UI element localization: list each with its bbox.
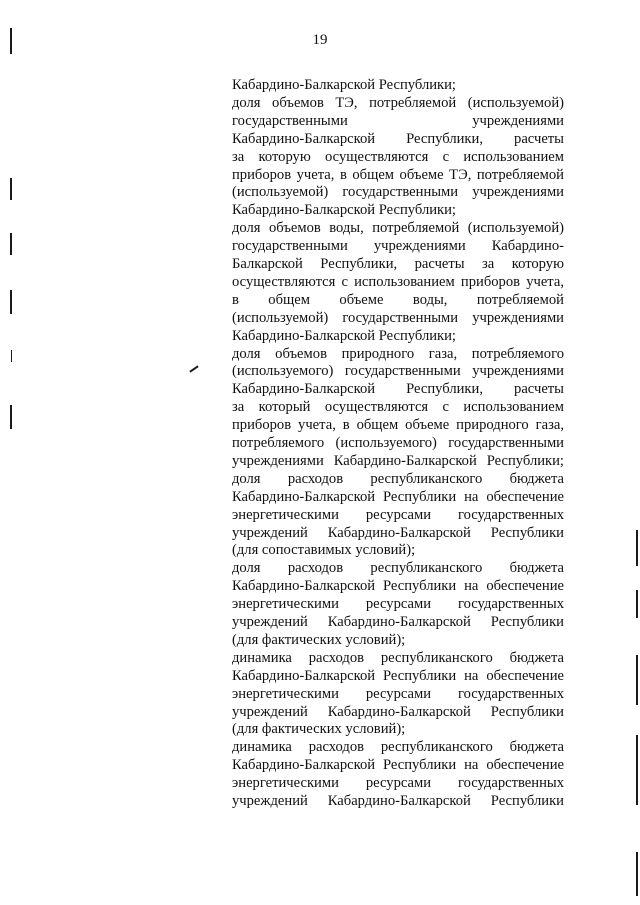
scan-mark-left-3 xyxy=(10,233,12,255)
text-line: (для фактических условий); xyxy=(232,721,406,738)
text-line: энергетическими ресурсами государственных xyxy=(232,685,564,702)
text-line: (для сопоставимых условий); xyxy=(232,542,416,559)
text-line: Кабардино-Балкарской Республики; xyxy=(232,77,456,93)
text-line: динамика расходов республиканского бюджета xyxy=(232,649,564,666)
text-line: (используемого) государственными учреждениями xyxy=(232,363,564,380)
text-line: Кабардино-Балкарской Республики, расчеты xyxy=(232,381,564,398)
text-line: доля объемов ТЭ, потребляемой (используемой) xyxy=(232,94,564,111)
scan-mark-right-5 xyxy=(636,852,638,896)
text-line: доля расходов республиканского бюджета xyxy=(232,560,564,577)
text-line: (используемой) государственными учреждениями xyxy=(232,309,564,326)
text-line: Балкарской Республики, расчеты за которую xyxy=(232,256,564,272)
text-line: в общем объеме воды, потребляемой xyxy=(232,291,564,308)
text-line: доля объемов воды, потребляемой (используемой) xyxy=(232,220,564,237)
text-line: энергетическими ресурсами государственных xyxy=(232,596,564,613)
text-line: государственными учреждениями Кабардино- xyxy=(232,238,564,255)
scan-mark-right-1 xyxy=(636,530,638,566)
text-line: учреждений Кабардино-Балкарской Республики xyxy=(232,614,564,630)
scan-mark-left-4 xyxy=(10,290,12,314)
text-line: энергетическими ресурсами государственных xyxy=(232,506,564,523)
scan-mark-left-6 xyxy=(10,405,12,429)
text-line: динамика расходов республиканского бюджета xyxy=(232,739,564,756)
page-number: 19 xyxy=(312,32,328,48)
scan-mark-right-4 xyxy=(636,735,638,805)
text-line: (для фактических условий); xyxy=(232,631,406,648)
text-line: учреждениями Кабардино-Балкарской Республики; xyxy=(232,452,564,469)
text-line: за которую осуществляются с использованием xyxy=(232,148,564,165)
scan-mark-right-2 xyxy=(636,590,638,618)
text-line: Кабардино-Балкарской Республики на обеспечение xyxy=(232,667,564,684)
text-line: государственными учреждениями xyxy=(232,112,564,129)
text-line: за который осуществляются с использованием xyxy=(232,399,564,416)
text-line: доля объемов природного газа, потребляемого xyxy=(232,345,564,362)
text-line: Кабардино-Балкарской Республики на обеспечение xyxy=(232,757,564,774)
text-line: Кабардино-Балкарской Республики; xyxy=(232,327,456,344)
text-line: учреждений Кабардино-Балкарской Республики xyxy=(232,524,564,541)
scan-mark-right-3 xyxy=(636,655,638,705)
text-line: Кабардино-Балкарской Республики на обеспечение xyxy=(232,578,564,595)
text-line: приборов учета, в общем объеме ТЭ, потребляемой xyxy=(232,166,564,183)
scan-mark-left-5 xyxy=(11,350,12,362)
text-line: Кабардино-Балкарской Республики; xyxy=(232,202,456,219)
text-line: учреждений Кабардино-Балкарской Республики xyxy=(232,703,564,720)
text-line: приборов учета, в общем объеме природного газа, xyxy=(232,417,564,434)
scan-mark-left-1 xyxy=(10,28,12,54)
text-line: потребляемого (используемого) государственными xyxy=(232,435,564,451)
text-line: (используемой) государственными учреждениями xyxy=(232,184,564,201)
text-line: учреждений Кабардино-Балкарской Республики xyxy=(232,793,564,809)
scan-mark-left-2 xyxy=(10,178,12,200)
text-line: энергетическими ресурсами государственных xyxy=(232,775,564,792)
text-line: доля расходов республиканского бюджета xyxy=(232,470,564,487)
scan-mark-center-tick xyxy=(189,365,198,372)
text-line: Кабардино-Балкарской Республики, расчеты xyxy=(232,130,564,147)
text-line: осуществляются с использованием приборов учета, xyxy=(232,273,564,290)
text-line: Кабардино-Балкарской Республики на обеспечение xyxy=(232,488,564,505)
